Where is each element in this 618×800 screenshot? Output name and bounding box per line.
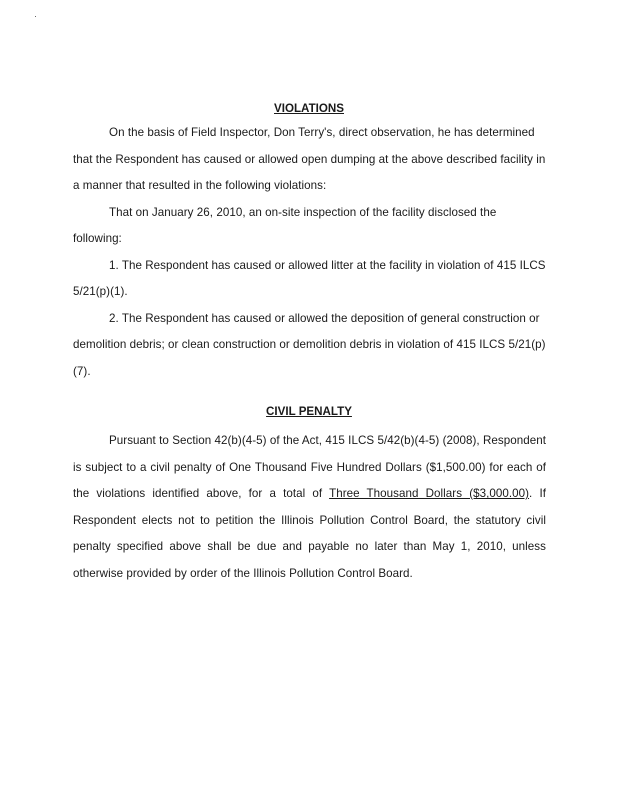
violations-heading: VIOLATIONS [274, 102, 344, 115]
civil-penalty-heading: CIVIL PENALTY [266, 405, 352, 418]
civil-penalty-section [73, 428, 546, 587]
inspection-paragraph: That on January 26, 2010, an on-site inspection of the facility disclosed the following: [73, 205, 497, 245]
penalty-text-after: . If Respondent elects not to petition the Illinois Pollution Control Board, the statutory civil penalty specified above shall be due and payable no later than May 1, 2010, unless otherwise provided by order of the Illinois Pollution Control Board. [73, 487, 546, 580]
penalty-total-amount: Three Thousand Dollars ($3,000.00) [329, 487, 530, 500]
violations-intro-paragraph: On the basis of Field Inspector, Don Terry's, direct observation, he has determined that the Respondent has caused or allowed open dumping at the above described facility in a manner that resulted in the following violations: [73, 126, 546, 192]
violation-item-2: 2. The Respondent has caused or allowed the deposition of general construction or demolition debris; or clean construction or demolition debris in violation of 415 ILCS 5/21(p)(7). [73, 311, 546, 378]
penalty-text-before: Pursuant to Section 42(b)(4-5) of the Act, 415 ILCS 5/42(b)(4-5) (2008), Respondent is subject to a civil penalty of One Thousand Five Hundred Dollars ($1,500.00) for each of the violations identified above, for a total of [73, 434, 546, 500]
scan-speck [35, 16, 36, 17]
violation-item-1: 1. The Respondent has caused or allowed litter at the facility in violation of 415 ILCS 5/21(p)(1). [73, 258, 546, 298]
violations-section [73, 120, 546, 385]
civil-penalty-paragraph [73, 428, 546, 587]
